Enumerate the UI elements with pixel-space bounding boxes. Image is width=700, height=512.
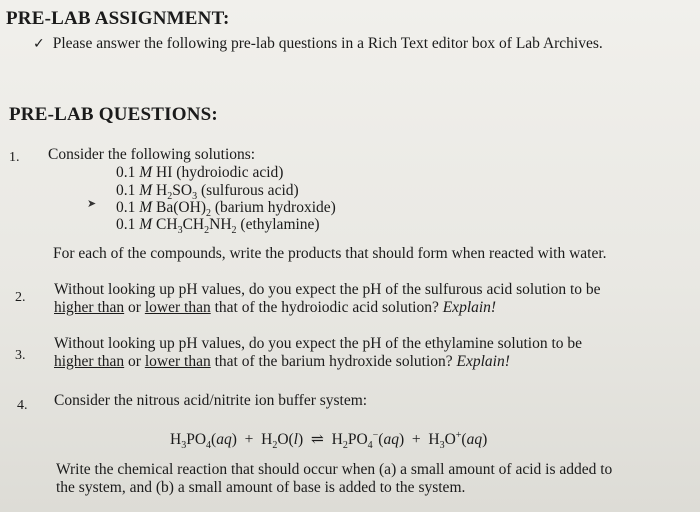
- q2-line2: higher than or lower than that of the hydroiodic acid solution? Explain!: [54, 299, 497, 316]
- q1-number: 1.: [9, 150, 20, 165]
- q2-line1: Without looking up pH values, do you expect the pH of the sulfurous acid solution to be: [54, 281, 601, 298]
- instruction-line: [33, 35, 603, 53]
- q1-task: For each of the compounds, write the products that should form when reacted with water.: [53, 245, 607, 262]
- cursor-icon: ➤: [87, 197, 97, 210]
- q4-line2: the system, and (b) a small amount of base is added to the system.: [56, 479, 466, 496]
- q4-number: 4.: [17, 398, 28, 413]
- q1-intro: Consider the following solutions:: [48, 146, 256, 163]
- q4-intro: Consider the nitrous acid/nitrite ion buffer system:: [54, 392, 368, 409]
- solution-h2so3: 0.1 M $H_2SO_3$ (sulfurous acid): [116, 182, 299, 203]
- assignment-title: PRE-LAB ASSIGNMENT:: [6, 8, 230, 29]
- q3-line2: higher than or lower than that of the barium hydroxide solution? Explain!: [54, 353, 510, 370]
- q3-line1: Without looking up pH values, do you expect the pH of the ethylamine solution to be: [54, 335, 583, 352]
- solution-hi: 0.1 M HI (hydroiodic acid): [116, 164, 284, 181]
- buffer-equation: $H_3PO_4(aq) + H_2O(l)$ ⇌ $H_2PO_4^-(aq) + H_3O^+(aq)$: [170, 429, 488, 452]
- instruction-text: Please answer the following pre-lab questions in a Rich Text editor box of Lab Archives.: [52, 35, 603, 52]
- section-title: PRE-LAB QUESTIONS:: [9, 104, 218, 125]
- q4-line1: Write the chemical reaction that should occur when (a) a small amount of acid is added to: [56, 461, 613, 478]
- q2-number: 2.: [15, 290, 26, 305]
- solution-baoh2: 0.1 M $Ba(OH)_2$ (barium hydroxide): [116, 199, 336, 220]
- solution-ethylamine: 0.1 M $CH_3CH_2NH_2$ (ethylamine): [116, 216, 320, 237]
- checkmark-icon: ✓: [33, 36, 45, 52]
- q3-number: 3.: [15, 348, 26, 363]
